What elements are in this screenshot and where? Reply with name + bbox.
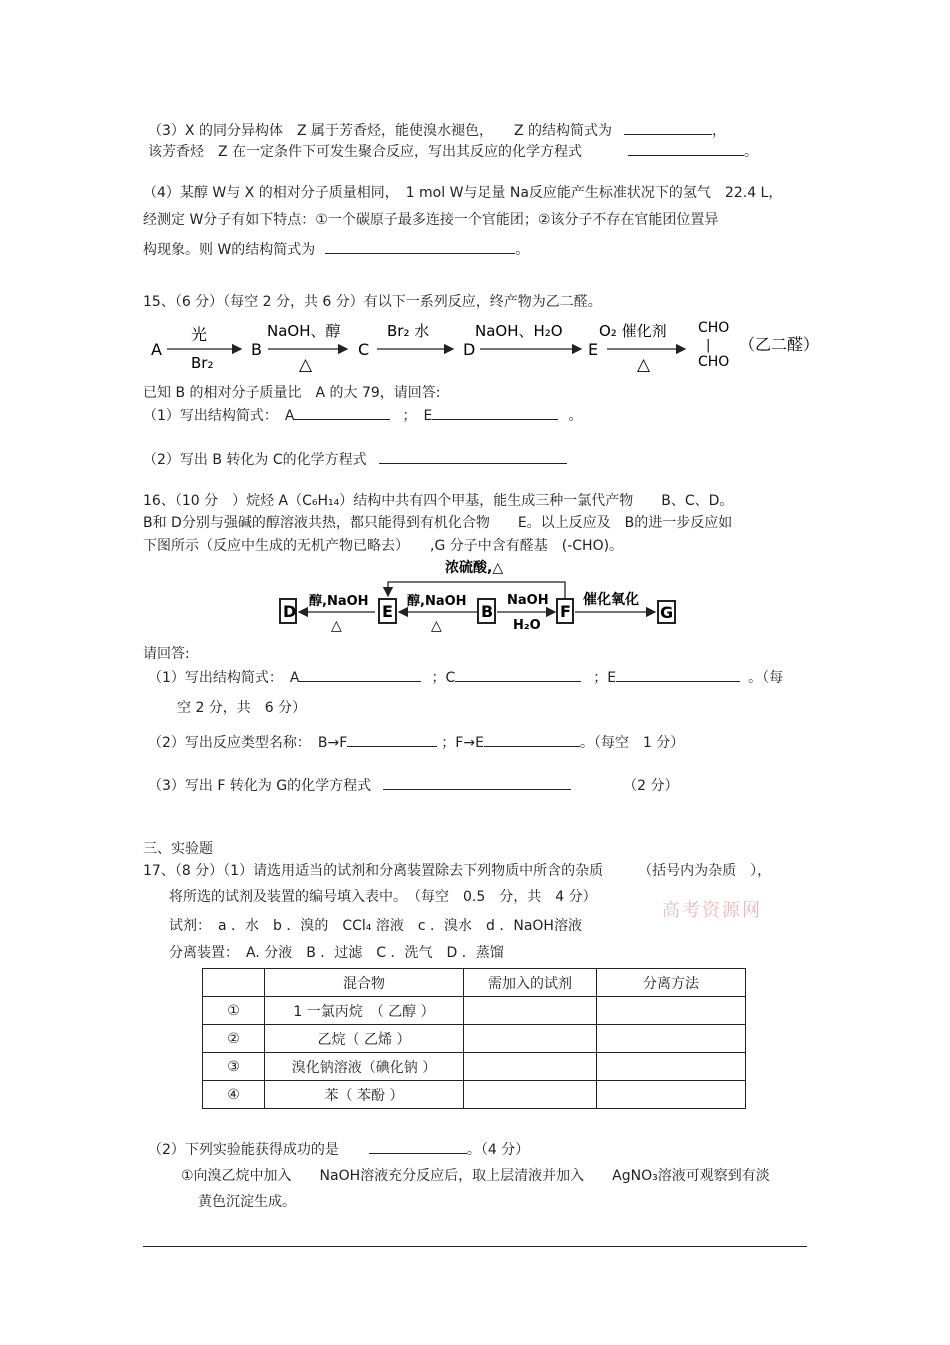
row-index: ②: [203, 1025, 265, 1053]
answer-blank[interactable]: [379, 449, 567, 464]
q16-q3-score: （2 分）: [623, 778, 679, 794]
q16-q1: [148, 667, 783, 687]
q16-q3-text: （3）写出 F 转化为 G的化学方程式: [148, 778, 372, 794]
mixture-cell: 溴化钠溶液（碘化钠 ）: [265, 1053, 464, 1081]
table-header: [203, 969, 265, 997]
q14-p4-line3: [143, 239, 529, 259]
arrow-1-bottom: Br₂: [191, 354, 214, 372]
table-header: 分离方法: [597, 969, 746, 997]
q15-reaction-scheme: [145, 312, 835, 376]
reagent-cell[interactable]: [464, 1025, 597, 1053]
arrow-2-bottom: △: [299, 355, 313, 375]
q17-line1: 17、（8 分）（1）请选用适当的试剂和分离装置除去下列物质中所含的杂质 （括号内为杂质 ），: [143, 863, 772, 879]
answer-blank[interactable]: [383, 775, 571, 790]
q14-p4-text3: 构现象。则 W的结构简式为: [143, 242, 316, 258]
q15-q1-label: （1）写出结构简式： A: [143, 408, 295, 424]
arrow-4-top: NaOH、H₂O: [475, 322, 563, 340]
scheme-node-a: A: [151, 340, 162, 359]
answer-blank-e[interactable]: [432, 405, 558, 420]
product-name: （乙二醛）: [739, 335, 820, 354]
scheme-node-b: B: [251, 340, 262, 359]
q14-p3-line2: [148, 141, 758, 161]
footer-rule: [143, 1246, 807, 1247]
q16-q1-c: ；C: [431, 670, 456, 686]
table-header: 需加入的试剂: [464, 969, 597, 997]
answer-blank[interactable]: [369, 1139, 467, 1154]
arrow-2-top: NaOH、醇: [267, 322, 341, 340]
row-index: ①: [203, 997, 265, 1025]
q17-opt1-cont: 黄色沉淀生成。: [198, 1194, 296, 1210]
q15-q1-sep: ； E: [402, 408, 433, 424]
answer-blank-bf[interactable]: [347, 732, 437, 747]
q15-q1: [143, 405, 582, 425]
eb-top: 醇,NaOH: [407, 594, 467, 609]
scheme-node-c: C: [358, 340, 370, 359]
row-index: ④: [203, 1081, 265, 1109]
mixture-cell: 苯（ 苯酚 ）: [265, 1081, 464, 1109]
punct: ，: [712, 123, 727, 139]
reagent-cell[interactable]: [464, 1053, 597, 1081]
product-top: CHO: [698, 320, 730, 336]
q16-line1: 16、（10 分 ）烷烃 A（C₆H₁₄）结构中共有四个甲基，能生成三种一氯代产物 B、C、D。: [143, 493, 734, 509]
q14-p4-line1: （4）某醇 W与 X 的相对分子质量相同， 1 mol W与足量 Na反应能产生标准状况下的氢气 22.4 L，: [143, 185, 783, 201]
method-cell[interactable]: [597, 1081, 746, 1109]
q15-title: 15、（6 分）（每空 2 分，共 6 分）有以下一系列反应，终产物为乙二醛。: [143, 294, 602, 310]
q17-q2-end: 。（4 分）: [466, 1142, 530, 1158]
box-f-label: F: [560, 602, 571, 621]
arrow-3-top: Br₂ 水: [387, 322, 430, 340]
scheme-node-d: D: [463, 340, 476, 359]
bf-bottom: H₂O: [513, 618, 541, 633]
mixture-cell: 乙烷（ 乙烯 ）: [265, 1025, 464, 1053]
q16-q1-a: （1）写出结构简式： A: [148, 670, 300, 686]
answer-blank[interactable]: [624, 120, 712, 135]
method-cell[interactable]: [597, 997, 746, 1025]
reagent-cell[interactable]: [464, 997, 597, 1025]
de-top: 醇,NaOH: [309, 594, 369, 609]
q16-q1-end: 。（每: [748, 670, 784, 686]
q16-line2: B和 D分别与强碱的醇溶液共热，都只能得到有机化合物 E。以上反应及 B的进一步反应如: [143, 515, 733, 531]
q14-p3-text2: 该芳香烃 Z 在一定条件下可发生聚合反应，写出其反应的化学方程式: [148, 144, 583, 160]
q16-q2-end: 。（每空 1 分）: [579, 735, 685, 751]
watermark: 高考资源网: [662, 900, 762, 921]
answer-blank-c[interactable]: [455, 667, 581, 682]
method-cell[interactable]: [597, 1025, 746, 1053]
arrow-5-top: O₂ 催化剂: [599, 322, 667, 340]
table-row: [203, 997, 746, 1025]
q14-p3-line1: [148, 120, 726, 140]
answer-blank-fe[interactable]: [484, 732, 580, 747]
scheme-node-e: E: [588, 340, 599, 359]
q16-q2-b: ；F→E: [441, 735, 484, 751]
q17-devices: 分离装置： A. 分液 B ．过滤 C ．洗气 D ．蒸馏: [169, 945, 504, 961]
q17-q2-text: （2）下列实验能获得成功的是: [148, 1142, 339, 1158]
box-g-label: G: [660, 603, 674, 622]
answer-blank-a[interactable]: [294, 405, 390, 420]
q16-q3: [148, 775, 679, 795]
table-header: 混合物: [265, 969, 464, 997]
arrow-1-top: 光: [191, 325, 208, 344]
q17-opt1: ①向溴乙烷中加入 NaOH溶液充分反应后，取上层清液并加入 AgNO₃溶液可观察到有淡: [181, 1168, 770, 1184]
answer-blank[interactable]: [325, 239, 515, 254]
q17-reagents: 试剂： a ．水 b ．溴的 CCl₄ 溶液 c ．溴水 d ．NaOH溶液: [169, 918, 582, 934]
punct: 。: [515, 242, 530, 258]
product-bottom: CHO: [698, 354, 730, 370]
separation-table: [202, 968, 746, 1109]
table-header-row: [203, 969, 746, 997]
row-index: ③: [203, 1053, 265, 1081]
answer-blank-e[interactable]: [616, 667, 740, 682]
q17-line2: 将所选的试剂及装置的编号填入表中。 （每空 0.5 分，共 4 分）: [169, 889, 597, 905]
loop-label: 浓硫酸,△: [445, 560, 504, 576]
q16-ask: 请回答:: [143, 646, 190, 662]
box-d-label: D: [283, 602, 297, 621]
eb-bottom: △: [431, 618, 442, 634]
q14-p4-line2: 经测定 W分子有如下特点：①一个碳原子最多连接一个官能团；②该分子不存在官能团位置异: [143, 212, 719, 228]
q16-q2-a: （2）写出反应类型名称： B→F: [148, 735, 348, 751]
q14-p3-text: （3）X 的同分异构体 Z 属于芳香烃，能使溴水褪色， Z 的结构简式为: [148, 123, 613, 139]
fg-top: 催化氧化: [583, 592, 639, 608]
arrow-5-bottom: △: [637, 355, 651, 375]
answer-blank-a[interactable]: [299, 667, 421, 682]
q16-q1-e: ；E: [593, 670, 617, 686]
q15-q2-text: （2）写出 B 转化为 C的化学方程式: [143, 452, 367, 468]
box-e-label: E: [382, 602, 393, 621]
de-bottom: △: [331, 618, 342, 634]
answer-blank[interactable]: [628, 141, 744, 156]
product-bond: |: [706, 338, 711, 353]
q16-line3: 下图所示（反应中生成的无机产物已略去） ,G 分子中含有醛基 (-CHO)。: [143, 538, 624, 554]
q15-q2: [143, 449, 567, 469]
q16-reaction-scheme: [275, 556, 685, 636]
q15-known: 已知 B 的相对分子质量比 A 的大 79，请回答:: [143, 385, 441, 401]
bf-top: NaOH: [507, 593, 549, 608]
table-row: [203, 1025, 746, 1053]
section-heading: 三、实验题: [143, 841, 213, 857]
mixture-cell: 1 一氯丙烷 （ 乙醇 ）: [265, 997, 464, 1025]
table-row: [203, 1081, 746, 1109]
punct: 。: [744, 144, 759, 160]
reagent-cell[interactable]: [464, 1081, 597, 1109]
method-cell[interactable]: [597, 1053, 746, 1081]
q16-q2: [148, 732, 684, 752]
q17-q2: [148, 1139, 529, 1159]
box-b-label: B: [481, 602, 494, 621]
q16-q1-cont: 空 2 分，共 6 分）: [177, 700, 307, 716]
punct: 。: [568, 408, 583, 424]
table-row: [203, 1053, 746, 1081]
